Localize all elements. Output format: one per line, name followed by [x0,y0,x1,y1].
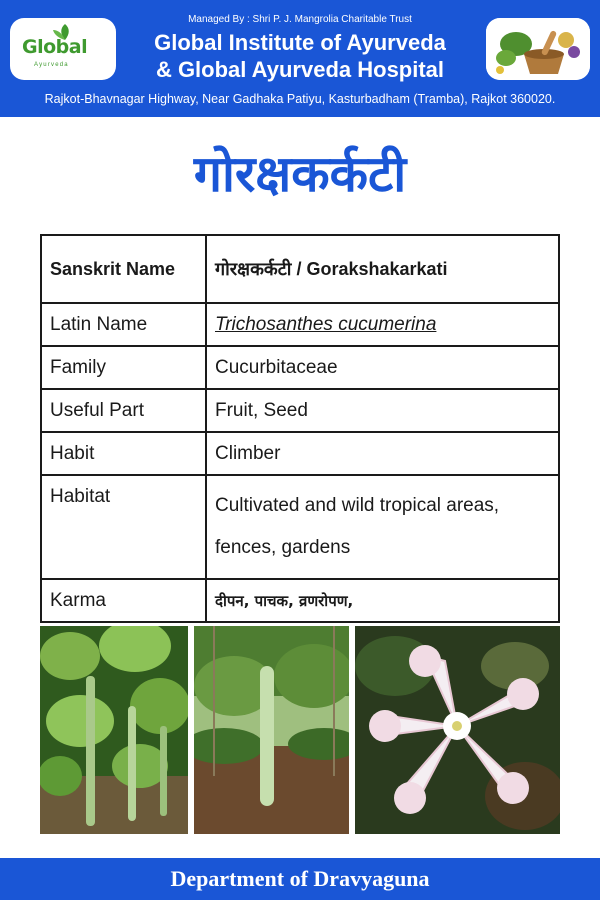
karma-value: दीपन, पाचक, व्रणरोपण, [206,579,559,622]
logo-wordmark: Global [22,36,88,58]
climbing-vine-photo [40,626,188,834]
footer-banner [0,858,600,900]
latin-name-text: Trichosanthes cucumerina [215,313,437,335]
table-row [41,432,559,475]
plant-info-table [40,234,560,623]
table-row [41,579,559,622]
family-value: Cucurbitaceae [206,346,559,389]
useful-part-value: Fruit, Seed [206,389,559,432]
family-label: Family [41,346,206,389]
table-row [41,303,559,346]
habitat-value-line1: Cultivated and wild tropical areas, [215,495,500,516]
header-banner [0,0,600,117]
institute-name-line2: & Global Ayurveda Hospital [155,57,445,82]
sanskrit-name-devanagari: गोरक्षकर्कटी [215,259,292,280]
table-row [41,389,559,432]
address-text: Rajkot-Bhavnagar Highway, Near Gadhaka Patiyu, Kasturbadham (Tramba), Rajkot 360020. [44,92,556,106]
habitat-label: Habitat [41,475,206,579]
institute-name [125,29,475,83]
karma-label: Karma [41,579,206,622]
table-row [41,235,559,303]
latin-name-value [206,303,559,346]
white-fringed-flower-photo [355,626,560,834]
useful-part-label: Useful Part [41,389,206,432]
sanskrit-name-value [206,235,559,303]
logo-subtitle: Ayurveda [34,62,69,68]
hanging-gourd-photo [194,626,349,834]
department-name: Department of Dravyaguna [170,866,430,891]
habit-label: Habit [41,432,206,475]
habitat-value-line2: fences, gardens [215,537,351,558]
herbs-mortar-image [486,18,590,80]
sanskrit-name-latin: / Gorakshakarkati [291,259,448,279]
habitat-value [206,475,559,579]
habit-value: Climber [206,432,559,475]
sanskrit-name-label: Sanskrit Name [41,235,206,303]
table-row [41,346,559,389]
institute-name-line1: Global Institute of Ayurveda [154,30,446,55]
institute-logo [10,18,116,80]
latin-name-label: Latin Name [41,303,206,346]
page-title: गोरक्षकर्कटी [193,145,407,203]
managed-by-text: Managed By : Shri P. J. Mangrolia Charitable Trust [188,14,412,25]
table-row [41,475,559,579]
